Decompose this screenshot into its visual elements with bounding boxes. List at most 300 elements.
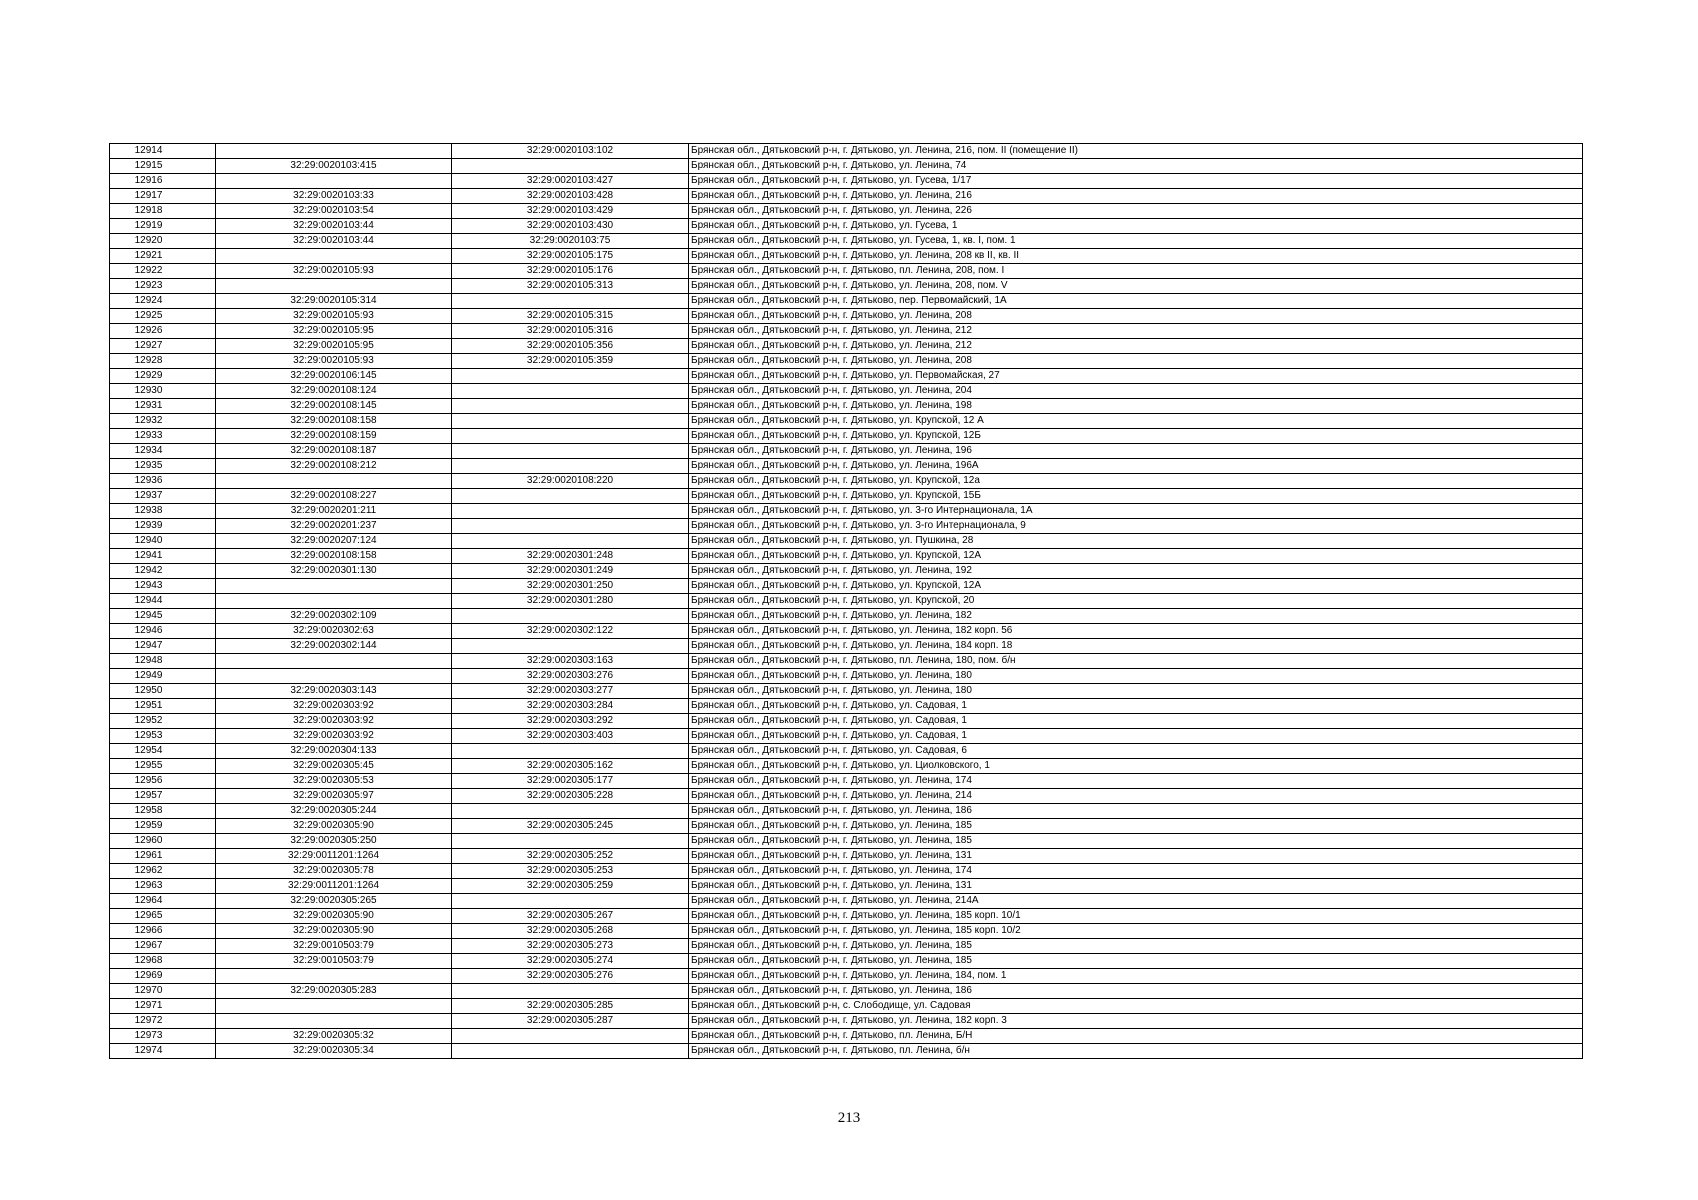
row-number-cell: 12922 [110, 264, 216, 279]
row-number-cell: 12942 [110, 564, 216, 579]
cadastral-number-object-cell: 32:29:0020103:427 [452, 174, 689, 189]
cadastral-number-land-cell: 32:29:0020103:54 [216, 204, 452, 219]
cadastral-number-land-cell: 32:29:0020105:95 [216, 324, 452, 339]
row-number-cell: 12956 [110, 774, 216, 789]
table-row [110, 699, 1583, 714]
table-row [110, 519, 1583, 534]
address-cell: Брянская обл., Дятьковский р-н, г. Дятьково, пл. Ленина, Б/Н [689, 1029, 1583, 1044]
row-number-cell: 12927 [110, 339, 216, 354]
table-row [110, 384, 1583, 399]
cadastral-number-land-cell: 32:29:0020103:33 [216, 189, 452, 204]
row-number-cell: 12915 [110, 159, 216, 174]
table-row [110, 309, 1583, 324]
registry-table [109, 143, 1583, 1059]
cadastral-number-object-cell: 32:29:0020303:277 [452, 684, 689, 699]
cadastral-number-object-cell: 32:29:0020305:285 [452, 999, 689, 1014]
address-cell: Брянская обл., Дятьковский р-н, г. Дятьково, ул. Ленина, 204 [689, 384, 1583, 399]
row-number-cell: 12965 [110, 909, 216, 924]
row-number-cell: 12941 [110, 549, 216, 564]
table-row [110, 729, 1583, 744]
address-cell: Брянская обл., Дятьковский р-н, г. Дятьково, ул. Ленина, 185 корп. 10/1 [689, 909, 1583, 924]
table-row [110, 204, 1583, 219]
cadastral-number-object-cell: 32:29:0020305:273 [452, 939, 689, 954]
row-number-cell: 12916 [110, 174, 216, 189]
table-row [110, 609, 1583, 624]
row-number-cell: 12925 [110, 309, 216, 324]
cadastral-number-land-cell [216, 579, 452, 594]
address-cell: Брянская обл., Дятьковский р-н, г. Дятьково, ул. Ленина, 196 [689, 444, 1583, 459]
cadastral-number-object-cell [452, 894, 689, 909]
address-cell: Брянская обл., Дятьковский р-н, г. Дятьково, ул. Ленина, 184, пом. 1 [689, 969, 1583, 984]
address-cell: Брянская обл., Дятьковский р-н, г. Дятьково, ул. Ленина, 174 [689, 774, 1583, 789]
cadastral-number-land-cell: 32:29:0020105:93 [216, 354, 452, 369]
cadastral-number-object-cell: 32:29:0020305:268 [452, 924, 689, 939]
table-row [110, 819, 1583, 834]
address-cell: Брянская обл., Дятьковский р-н, г. Дятьково, ул. Ленина, 212 [689, 339, 1583, 354]
table-row [110, 534, 1583, 549]
table-row [110, 939, 1583, 954]
page-number: 213 [837, 1110, 861, 1126]
table-row [110, 324, 1583, 339]
table-row [110, 714, 1583, 729]
table-row [110, 144, 1583, 159]
row-number-cell: 12963 [110, 879, 216, 894]
cadastral-number-land-cell: 32:29:0020108:159 [216, 429, 452, 444]
address-cell: Брянская обл., Дятьковский р-н, г. Дятьково, ул. Гусева, 1/17 [689, 174, 1583, 189]
address-cell: Брянская обл., Дятьковский р-н, г. Дятьково, ул. Садовая, 1 [689, 729, 1583, 744]
cadastral-number-object-cell: 32:29:0020103:429 [452, 204, 689, 219]
cadastral-number-land-cell: 32:29:0020305:90 [216, 924, 452, 939]
address-cell: Брянская обл., Дятьковский р-н, г. Дятьково, ул. Циолковского, 1 [689, 759, 1583, 774]
address-cell: Брянская обл., Дятьковский р-н, г. Дятьково, ул. Крупской, 12 А [689, 414, 1583, 429]
cadastral-number-land-cell [216, 969, 452, 984]
row-number-cell: 12945 [110, 609, 216, 624]
table-row [110, 1044, 1583, 1059]
address-cell: Брянская обл., Дятьковский р-н, г. Дятьково, ул. Ленина, 198 [689, 399, 1583, 414]
cadastral-number-land-cell: 32:29:0020303:92 [216, 699, 452, 714]
cadastral-number-object-cell: 32:29:0020305:177 [452, 774, 689, 789]
row-number-cell: 12974 [110, 1044, 216, 1059]
cadastral-number-object-cell [452, 399, 689, 414]
address-cell: Брянская обл., Дятьковский р-н, г. Дятьково, пл. Ленина, б/н [689, 1044, 1583, 1059]
row-number-cell: 12960 [110, 834, 216, 849]
cadastral-number-object-cell: 32:29:0020303:292 [452, 714, 689, 729]
cadastral-number-land-cell: 32:29:0020304:133 [216, 744, 452, 759]
cadastral-number-object-cell: 32:29:0020305:162 [452, 759, 689, 774]
table-row [110, 924, 1583, 939]
cadastral-number-land-cell: 32:29:0010503:79 [216, 954, 452, 969]
cadastral-number-object-cell: 32:29:0020301:250 [452, 579, 689, 594]
cadastral-number-object-cell: 32:29:0020303:276 [452, 669, 689, 684]
address-cell: Брянская обл., Дятьковский р-н, с. Слободище, ул. Садовая [689, 999, 1583, 1014]
address-cell: Брянская обл., Дятьковский р-н, г. Дятьково, ул. Ленина, 131 [689, 849, 1583, 864]
table-row [110, 459, 1583, 474]
cadastral-number-land-cell: 32:29:0011201:1264 [216, 879, 452, 894]
row-number-cell: 12919 [110, 219, 216, 234]
cadastral-number-object-cell: 32:29:0020303:163 [452, 654, 689, 669]
row-number-cell: 12951 [110, 699, 216, 714]
cadastral-number-land-cell: 32:29:0020103:44 [216, 234, 452, 249]
table-row [110, 399, 1583, 414]
address-cell: Брянская обл., Дятьковский р-н, г. Дятьково, ул. Первомайская, 27 [689, 369, 1583, 384]
cadastral-number-land-cell [216, 279, 452, 294]
cadastral-number-object-cell: 32:29:0020305:287 [452, 1014, 689, 1029]
cadastral-number-object-cell: 32:29:0020301:248 [452, 549, 689, 564]
cadastral-number-land-cell: 32:29:0020105:95 [216, 339, 452, 354]
row-number-cell: 12935 [110, 459, 216, 474]
address-cell: Брянская обл., Дятьковский р-н, г. Дятьково, ул. Ленина, 180 [689, 684, 1583, 699]
table-row [110, 594, 1583, 609]
cadastral-number-object-cell: 32:29:0020105:176 [452, 264, 689, 279]
cadastral-number-object-cell [452, 834, 689, 849]
cadastral-number-land-cell: 32:29:0020303:92 [216, 729, 452, 744]
address-cell: Брянская обл., Дятьковский р-н, г. Дятьково, ул. Ленина, 182 [689, 609, 1583, 624]
table-row [110, 879, 1583, 894]
cadastral-number-object-cell: 32:29:0020305:267 [452, 909, 689, 924]
address-cell: Брянская обл., Дятьковский р-н, г. Дятьково, пл. Ленина, 180, пом. б/н [689, 654, 1583, 669]
cadastral-number-object-cell: 32:29:0020303:284 [452, 699, 689, 714]
cadastral-number-land-cell: 32:29:0020305:265 [216, 894, 452, 909]
address-cell: Брянская обл., Дятьковский р-н, г. Дятьково, ул. Садовая, 6 [689, 744, 1583, 759]
row-number-cell: 12930 [110, 384, 216, 399]
table-row [110, 789, 1583, 804]
table-row [110, 774, 1583, 789]
cadastral-number-object-cell [452, 984, 689, 999]
cadastral-number-land-cell: 32:29:0020301:130 [216, 564, 452, 579]
row-number-cell: 12917 [110, 189, 216, 204]
row-number-cell: 12971 [110, 999, 216, 1014]
table-row [110, 909, 1583, 924]
table-row [110, 354, 1583, 369]
table-row [110, 834, 1583, 849]
cadastral-number-object-cell [452, 414, 689, 429]
address-cell: Брянская обл., Дятьковский р-н, г. Дятьково, ул. Крупской, 12а [689, 474, 1583, 489]
row-number-cell: 12939 [110, 519, 216, 534]
cadastral-number-land-cell: 32:29:0020302:144 [216, 639, 452, 654]
address-cell: Брянская обл., Дятьковский р-н, г. Дятьково, ул. Гусева, 1, кв. I, пом. 1 [689, 234, 1583, 249]
cadastral-number-land-cell: 32:29:0020302:63 [216, 624, 452, 639]
address-cell: Брянская обл., Дятьковский р-н, г. Дятьково, ул. Ленина, 196А [689, 459, 1583, 474]
cadastral-number-land-cell: 32:29:0011201:1264 [216, 849, 452, 864]
address-cell: Брянская обл., Дятьковский р-н, г. Дятьково, ул. Пушкина, 28 [689, 534, 1583, 549]
cadastral-number-land-cell: 32:29:0020103:415 [216, 159, 452, 174]
row-number-cell: 12936 [110, 474, 216, 489]
row-number-cell: 12955 [110, 759, 216, 774]
row-number-cell: 12937 [110, 489, 216, 504]
table-row [110, 624, 1583, 639]
cadastral-number-object-cell: 32:29:0020105:315 [452, 309, 689, 324]
address-cell: Брянская обл., Дятьковский р-н, г. Дятьково, ул. Крупской, 12А [689, 579, 1583, 594]
cadastral-number-land-cell: 32:29:0020305:90 [216, 819, 452, 834]
row-number-cell: 12969 [110, 969, 216, 984]
cadastral-number-object-cell [452, 519, 689, 534]
table-row [110, 1029, 1583, 1044]
cadastral-number-land-cell: 32:29:0020108:158 [216, 414, 452, 429]
address-cell: Брянская обл., Дятьковский р-н, г. Дятьково, ул. Ленина, 180 [689, 669, 1583, 684]
address-cell: Брянская обл., Дятьковский р-н, г. Дятьково, ул. Садовая, 1 [689, 699, 1583, 714]
row-number-cell: 12949 [110, 669, 216, 684]
table-row [110, 504, 1583, 519]
cadastral-number-land-cell [216, 999, 452, 1014]
cadastral-number-land-cell: 32:29:0020201:237 [216, 519, 452, 534]
table-row [110, 549, 1583, 564]
cadastral-number-object-cell: 32:29:0020103:430 [452, 219, 689, 234]
address-cell: Брянская обл., Дятьковский р-н, г. Дятьково, ул. Ленина, 216, пом. II (помещение II) [689, 144, 1583, 159]
row-number-cell: 12946 [110, 624, 216, 639]
table-row [110, 564, 1583, 579]
cadastral-number-object-cell [452, 1044, 689, 1059]
cadastral-number-object-cell: 32:29:0020105:313 [452, 279, 689, 294]
table-row [110, 189, 1583, 204]
row-number-cell: 12957 [110, 789, 216, 804]
row-number-cell: 12931 [110, 399, 216, 414]
address-cell: Брянская обл., Дятьковский р-н, г. Дятьково, ул. Гусева, 1 [689, 219, 1583, 234]
row-number-cell: 12921 [110, 249, 216, 264]
cadastral-number-land-cell: 32:29:0020108:124 [216, 384, 452, 399]
table-row [110, 969, 1583, 984]
row-number-cell: 12934 [110, 444, 216, 459]
cadastral-number-land-cell: 32:29:0020108:212 [216, 459, 452, 474]
cadastral-number-land-cell: 32:29:0020106:145 [216, 369, 452, 384]
table-row [110, 174, 1583, 189]
cadastral-number-object-cell [452, 444, 689, 459]
row-number-cell: 12959 [110, 819, 216, 834]
table-row [110, 159, 1583, 174]
cadastral-number-land-cell: 32:29:0020108:187 [216, 444, 452, 459]
cadastral-number-object-cell: 32:29:0020301:249 [452, 564, 689, 579]
cadastral-number-object-cell: 32:29:0020103:75 [452, 234, 689, 249]
cadastral-number-object-cell [452, 294, 689, 309]
table-row [110, 249, 1583, 264]
table-row [110, 849, 1583, 864]
address-cell: Брянская обл., Дятьковский р-н, г. Дятьково, ул. Ленина, 182 корп. 3 [689, 1014, 1583, 1029]
row-number-cell: 12973 [110, 1029, 216, 1044]
address-cell: Брянская обл., Дятьковский р-н, г. Дятьково, ул. Крупской, 12А [689, 549, 1583, 564]
cadastral-number-land-cell: 32:29:0020305:250 [216, 834, 452, 849]
cadastral-number-land-cell: 32:29:0020305:78 [216, 864, 452, 879]
cadastral-number-object-cell [452, 459, 689, 474]
table-row [110, 654, 1583, 669]
row-number-cell: 12947 [110, 639, 216, 654]
table-row [110, 234, 1583, 249]
table-row [110, 219, 1583, 234]
cadastral-number-object-cell: 32:29:0020305:252 [452, 849, 689, 864]
cadastral-number-land-cell: 32:29:0020305:283 [216, 984, 452, 999]
cadastral-number-object-cell [452, 384, 689, 399]
row-number-cell: 12948 [110, 654, 216, 669]
cadastral-number-land-cell: 32:29:0020305:45 [216, 759, 452, 774]
table-row [110, 369, 1583, 384]
row-number-cell: 12924 [110, 294, 216, 309]
table-row [110, 894, 1583, 909]
row-number-cell: 12920 [110, 234, 216, 249]
table-row [110, 414, 1583, 429]
cadastral-number-land-cell: 32:29:0020302:109 [216, 609, 452, 624]
row-number-cell: 12964 [110, 894, 216, 909]
table-row [110, 1014, 1583, 1029]
address-cell: Брянская обл., Дятьковский р-н, г. Дятьково, ул. Ленина, 192 [689, 564, 1583, 579]
row-number-cell: 12967 [110, 939, 216, 954]
table-row [110, 744, 1583, 759]
row-number-cell: 12923 [110, 279, 216, 294]
cadastral-number-object-cell: 32:29:0020301:280 [452, 594, 689, 609]
cadastral-number-land-cell: 32:29:0010503:79 [216, 939, 452, 954]
row-number-cell: 12932 [110, 414, 216, 429]
row-number-cell: 12929 [110, 369, 216, 384]
row-number-cell: 12972 [110, 1014, 216, 1029]
address-cell: Брянская обл., Дятьковский р-н, г. Дятьково, ул. Ленина, 186 [689, 804, 1583, 819]
address-cell: Брянская обл., Дятьковский р-н, г. Дятьково, ул. Ленина, 185 корп. 10/2 [689, 924, 1583, 939]
row-number-cell: 12953 [110, 729, 216, 744]
cadastral-number-land-cell: 32:29:0020105:93 [216, 264, 452, 279]
cadastral-number-land-cell [216, 174, 452, 189]
table-row [110, 864, 1583, 879]
cadastral-number-object-cell: 32:29:0020305:253 [452, 864, 689, 879]
row-number-cell: 12970 [110, 984, 216, 999]
cadastral-number-land-cell: 32:29:0020207:124 [216, 534, 452, 549]
table-row [110, 759, 1583, 774]
table-row [110, 264, 1583, 279]
address-cell: Брянская обл., Дятьковский р-н, г. Дятьково, ул. Ленина, 174 [689, 864, 1583, 879]
row-number-cell: 12926 [110, 324, 216, 339]
cadastral-number-land-cell: 32:29:0020305:34 [216, 1044, 452, 1059]
cadastral-number-object-cell: 32:29:0020305:228 [452, 789, 689, 804]
address-cell: Брянская обл., Дятьковский р-н, г. Дятьково, ул. Ленина, 74 [689, 159, 1583, 174]
cadastral-number-object-cell [452, 744, 689, 759]
cadastral-number-land-cell: 32:29:0020305:90 [216, 909, 452, 924]
registry-table-body [110, 144, 1583, 1059]
row-number-cell: 12928 [110, 354, 216, 369]
cadastral-number-object-cell [452, 804, 689, 819]
row-number-cell: 12938 [110, 504, 216, 519]
address-cell: Брянская обл., Дятьковский р-н, г. Дятьково, ул. Ленина, 208, пом. V [689, 279, 1583, 294]
table-row [110, 474, 1583, 489]
address-cell: Брянская обл., Дятьковский р-н, г. Дятьково, ул. Ленина, 186 [689, 984, 1583, 999]
cadastral-number-object-cell: 32:29:0020108:220 [452, 474, 689, 489]
address-cell: Брянская обл., Дятьковский р-н, г. Дятьково, ул. Крупской, 15Б [689, 489, 1583, 504]
row-number-cell: 12952 [110, 714, 216, 729]
cadastral-number-land-cell: 32:29:0020201:211 [216, 504, 452, 519]
cadastral-number-object-cell: 32:29:0020303:403 [452, 729, 689, 744]
cadastral-number-land-cell: 32:29:0020105:93 [216, 309, 452, 324]
cadastral-number-land-cell: 32:29:0020108:227 [216, 489, 452, 504]
address-cell: Брянская обл., Дятьковский р-н, г. Дятьково, ул. Ленина, 208 [689, 354, 1583, 369]
address-cell: Брянская обл., Дятьковский р-н, г. Дятьково, ул. Ленина, 185 [689, 939, 1583, 954]
table-row [110, 489, 1583, 504]
cadastral-number-object-cell: 32:29:0020305:245 [452, 819, 689, 834]
cadastral-number-land-cell: 32:29:0020108:145 [216, 399, 452, 414]
row-number-cell: 12966 [110, 924, 216, 939]
row-number-cell: 12933 [110, 429, 216, 444]
table-row [110, 279, 1583, 294]
cadastral-number-object-cell [452, 504, 689, 519]
address-cell: Брянская обл., Дятьковский р-н, г. Дятьково, ул. Ленина, 184 корп. 18 [689, 639, 1583, 654]
address-cell: Брянская обл., Дятьковский р-н, г. Дятьково, пл. Ленина, 208, пом. I [689, 264, 1583, 279]
cadastral-number-object-cell: 32:29:0020305:259 [452, 879, 689, 894]
table-row [110, 579, 1583, 594]
cadastral-number-land-cell: 32:29:0020103:44 [216, 219, 452, 234]
address-cell: Брянская обл., Дятьковский р-н, г. Дятьково, ул. Ленина, 208 кв II, кв. II [689, 249, 1583, 264]
cadastral-number-object-cell [452, 609, 689, 624]
cadastral-number-object-cell: 32:29:0020302:122 [452, 624, 689, 639]
row-number-cell: 12944 [110, 594, 216, 609]
cadastral-number-land-cell [216, 669, 452, 684]
cadastral-number-object-cell: 32:29:0020305:276 [452, 969, 689, 984]
cadastral-number-object-cell: 32:29:0020105:175 [452, 249, 689, 264]
cadastral-number-object-cell: 32:29:0020105:316 [452, 324, 689, 339]
table-row [110, 804, 1583, 819]
table-row [110, 339, 1583, 354]
row-number-cell: 12940 [110, 534, 216, 549]
cadastral-number-object-cell: 32:29:0020103:102 [452, 144, 689, 159]
address-cell: Брянская обл., Дятьковский р-н, г. Дятьково, ул. Ленина, 212 [689, 324, 1583, 339]
cadastral-number-land-cell [216, 654, 452, 669]
cadastral-number-object-cell: 32:29:0020103:428 [452, 189, 689, 204]
table-row [110, 429, 1583, 444]
row-number-cell: 12968 [110, 954, 216, 969]
address-cell: Брянская обл., Дятьковский р-н, г. Дятьково, ул. Ленина, 131 [689, 879, 1583, 894]
cadastral-number-land-cell [216, 594, 452, 609]
table-row [110, 684, 1583, 699]
address-cell: Брянская обл., Дятьковский р-н, г. Дятьково, ул. Ленина, 216 [689, 189, 1583, 204]
cadastral-number-land-cell: 32:29:0020305:97 [216, 789, 452, 804]
row-number-cell: 12954 [110, 744, 216, 759]
table-row [110, 954, 1583, 969]
table-row [110, 999, 1583, 1014]
cadastral-number-land-cell: 32:29:0020305:53 [216, 774, 452, 789]
address-cell: Брянская обл., Дятьковский р-н, г. Дятьково, ул. Ленина, 214 [689, 789, 1583, 804]
address-cell: Брянская обл., Дятьковский р-н, г. Дятьково, ул. Крупской, 12Б [689, 429, 1583, 444]
cadastral-number-land-cell: 32:29:0020105:314 [216, 294, 452, 309]
table-row [110, 639, 1583, 654]
cadastral-number-land-cell [216, 1014, 452, 1029]
address-cell: Брянская обл., Дятьковский р-н, г. Дятьково, ул. Садовая, 1 [689, 714, 1583, 729]
cadastral-number-land-cell: 32:29:0020305:244 [216, 804, 452, 819]
cadastral-number-object-cell [452, 1029, 689, 1044]
address-cell: Брянская обл., Дятьковский р-н, г. Дятьково, ул. Ленина, 182 корп. 56 [689, 624, 1583, 639]
cadastral-number-land-cell: 32:29:0020303:143 [216, 684, 452, 699]
cadastral-number-object-cell [452, 159, 689, 174]
cadastral-number-land-cell: 32:29:0020305:32 [216, 1029, 452, 1044]
cadastral-number-land-cell: 32:29:0020108:158 [216, 549, 452, 564]
row-number-cell: 12914 [110, 144, 216, 159]
table-row [110, 444, 1583, 459]
address-cell: Брянская обл., Дятьковский р-н, г. Дятьково, ул. 3-го Интернационала, 9 [689, 519, 1583, 534]
row-number-cell: 12962 [110, 864, 216, 879]
cadastral-number-object-cell: 32:29:0020305:274 [452, 954, 689, 969]
cadastral-number-object-cell: 32:29:0020105:359 [452, 354, 689, 369]
address-cell: Брянская обл., Дятьковский р-н, г. Дятьково, ул. Ленина, 208 [689, 309, 1583, 324]
address-cell: Брянская обл., Дятьковский р-н, г. Дятьково, пер. Первомайский, 1А [689, 294, 1583, 309]
address-cell: Брянская обл., Дятьковский р-н, г. Дятьково, ул. Ленина, 185 [689, 954, 1583, 969]
row-number-cell: 12950 [110, 684, 216, 699]
address-cell: Брянская обл., Дятьковский р-н, г. Дятьково, ул. 3-го Интернационала, 1А [689, 504, 1583, 519]
address-cell: Брянская обл., Дятьковский р-н, г. Дятьково, ул. Ленина, 226 [689, 204, 1583, 219]
address-cell: Брянская обл., Дятьковский р-н, г. Дятьково, ул. Ленина, 214А [689, 894, 1583, 909]
row-number-cell: 12958 [110, 804, 216, 819]
cadastral-number-object-cell [452, 369, 689, 384]
table-row [110, 669, 1583, 684]
cadastral-number-object-cell [452, 429, 689, 444]
table-row [110, 294, 1583, 309]
cadastral-number-land-cell [216, 144, 452, 159]
address-cell: Брянская обл., Дятьковский р-н, г. Дятьково, ул. Крупской, 20 [689, 594, 1583, 609]
cadastral-number-land-cell: 32:29:0020303:92 [216, 714, 452, 729]
cadastral-number-land-cell [216, 474, 452, 489]
cadastral-number-object-cell [452, 534, 689, 549]
address-cell: Брянская обл., Дятьковский р-н, г. Дятьково, ул. Ленина, 185 [689, 834, 1583, 849]
cadastral-number-object-cell: 32:29:0020105:356 [452, 339, 689, 354]
